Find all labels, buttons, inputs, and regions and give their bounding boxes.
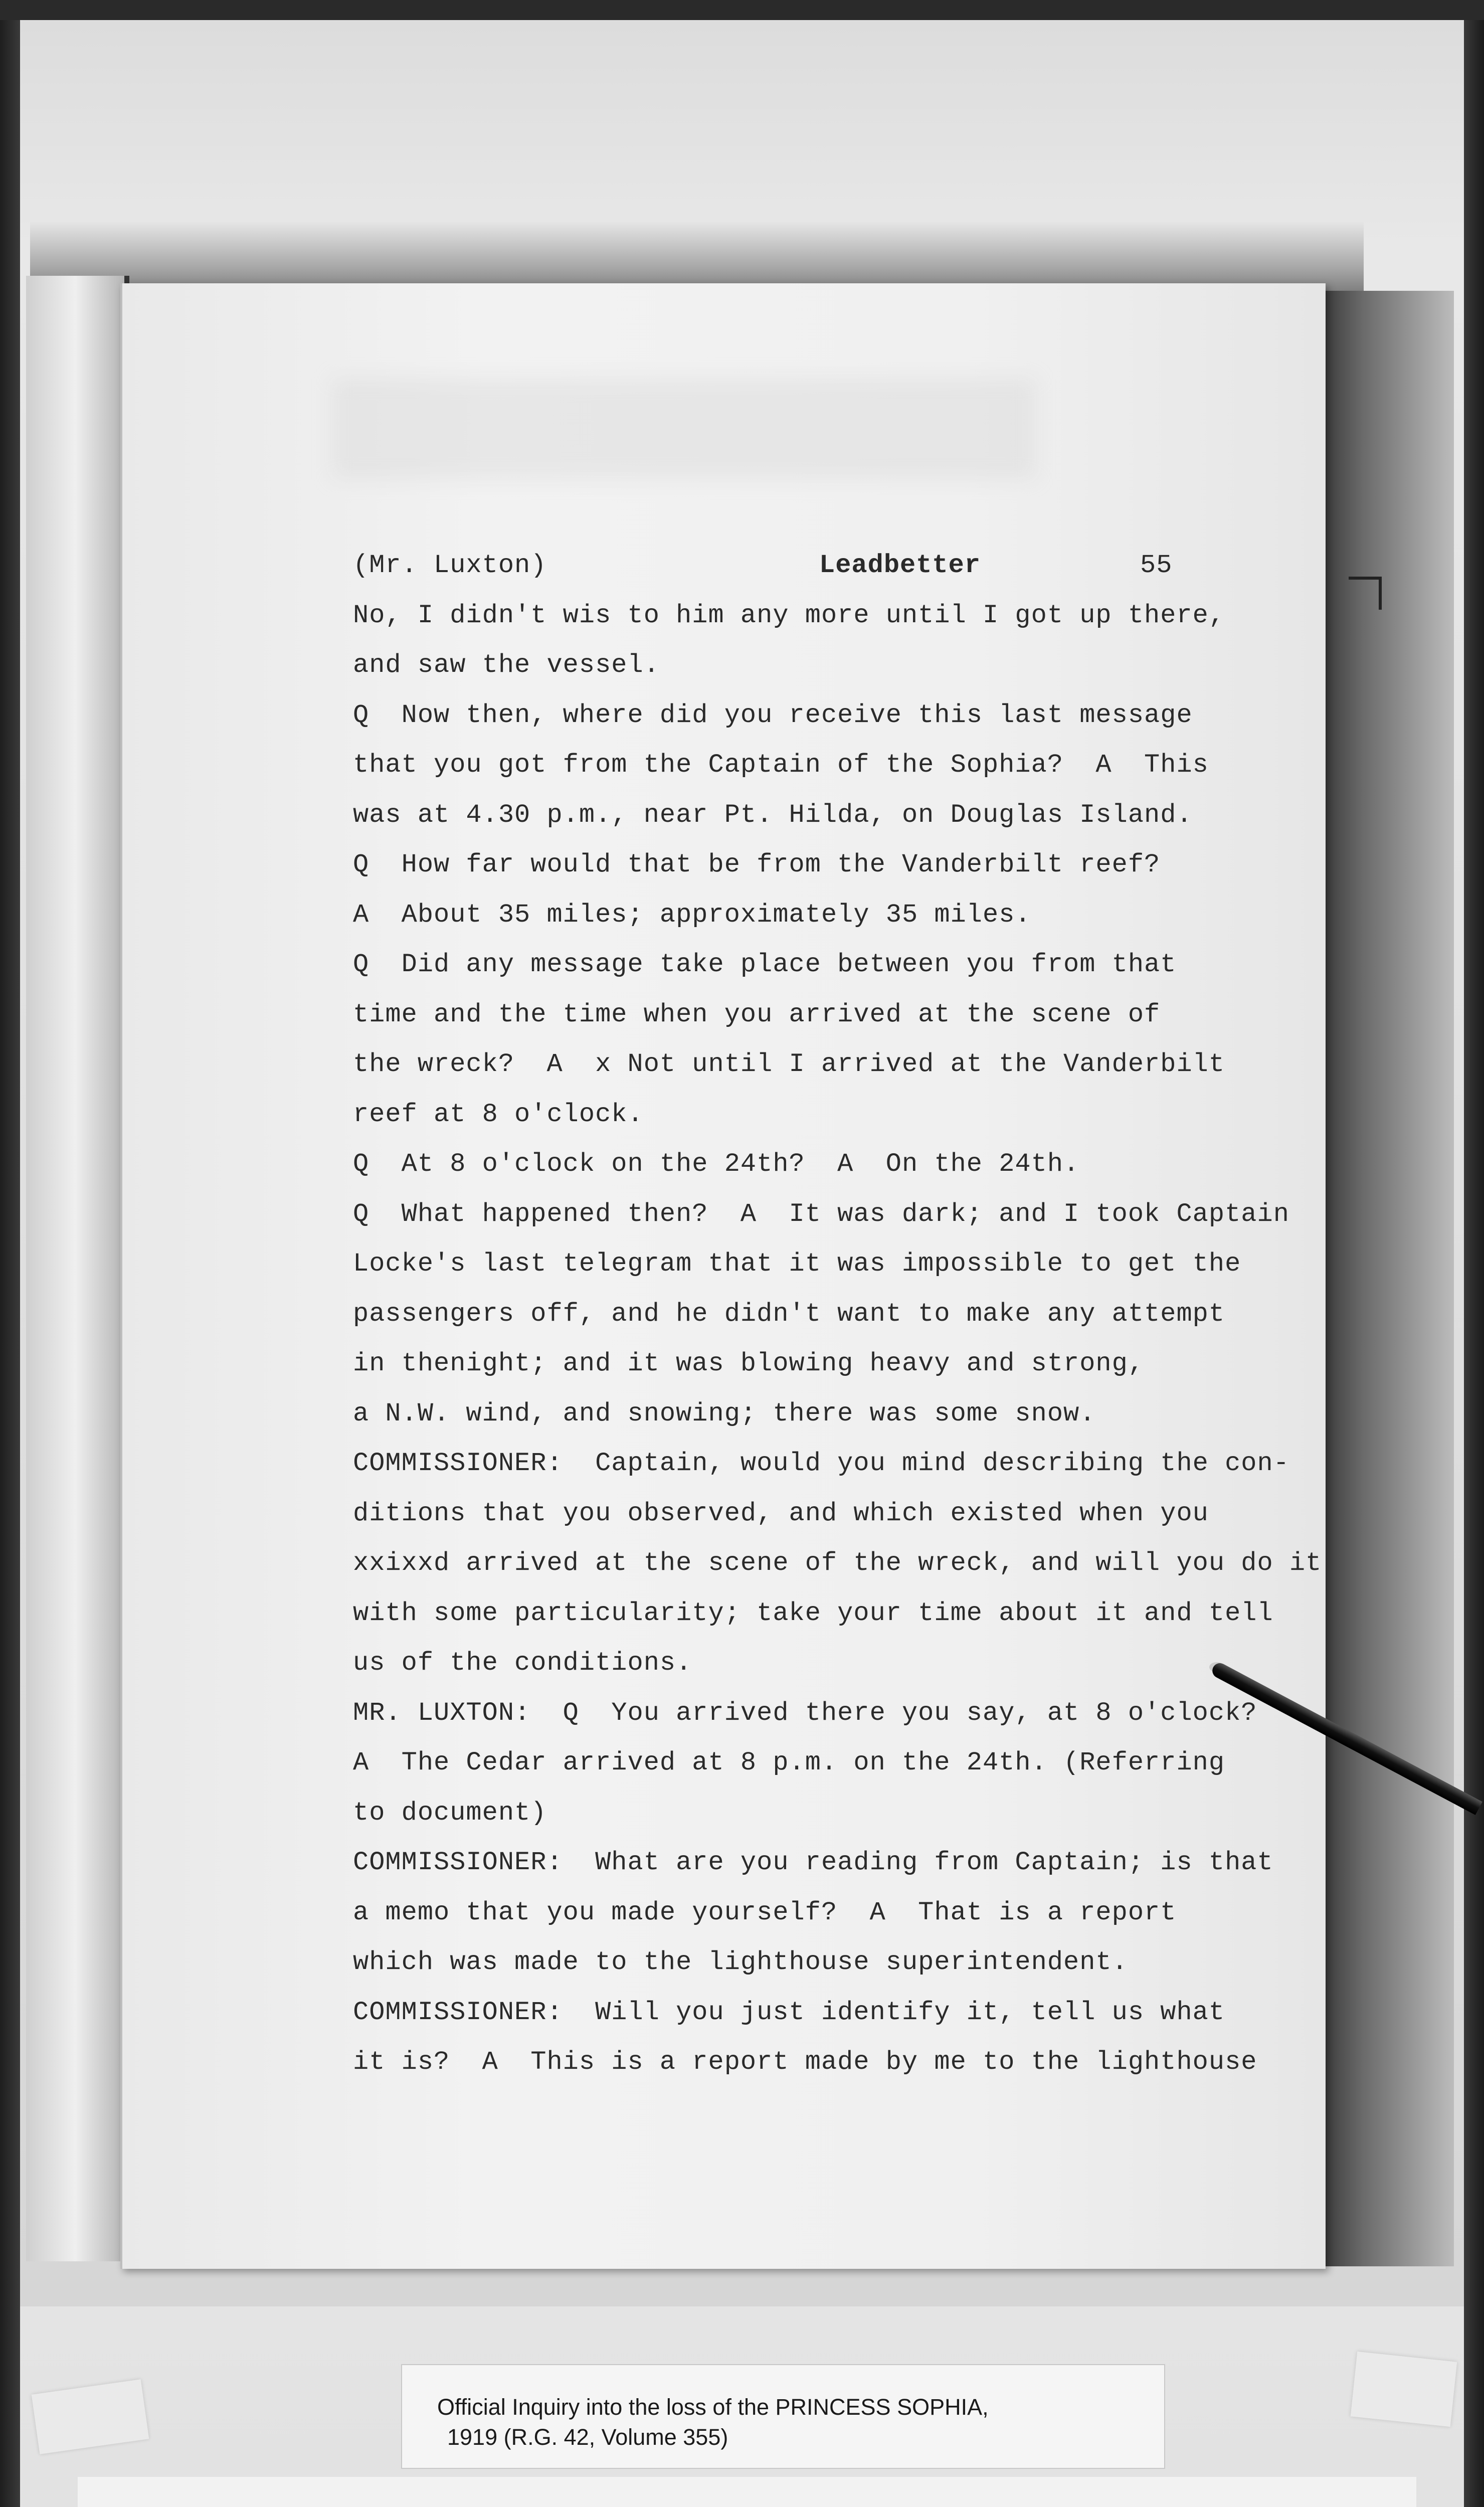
header-page-number: 55 (1140, 551, 1173, 580)
transcript-line: and saw the vessel. (353, 650, 660, 680)
transcript-line: to document) (353, 1798, 547, 1828)
transcript-line: passengers off, and he didn't want to make any attempt (353, 1299, 1225, 1329)
transcript-line: was at 4.30 p.m., near Pt. Hilda, on Douglas Island. (353, 800, 1193, 830)
typed-transcript (353, 541, 1322, 2087)
transcript-line: Locke's last telegram that it was impossible to get the (353, 1249, 1241, 1279)
transcript-line: A The Cedar arrived at 8 p.m. on the 24th. (Referring (353, 1748, 1225, 1777)
transcript-line: with some particularity; take your time about it and tell (353, 1598, 1273, 1628)
header-counsel: (Mr. Luxton) (353, 551, 547, 580)
transcript-line: that you got from the Captain of the Sophia? A This (353, 750, 1209, 780)
transcript-line: COMMISSIONER: What are you reading from Captain; is that (353, 1848, 1273, 1877)
transcript-line: Q At 8 o'clock on the 24th? A On the 24th. (353, 1149, 1080, 1179)
transcript-line: a N.W. wind, and snowing; there was some snow. (353, 1398, 1096, 1428)
transcript-line: ditions that you observed, and which existed when you (353, 1498, 1209, 1528)
transcript-line: xxixxd arrived at the scene of the wreck, and will you do it (353, 1548, 1322, 1578)
transcript-line: in thenight; and it was blowing heavy and strong, (353, 1349, 1145, 1378)
header-witness: Leadbetter (819, 551, 981, 580)
transcript-line: Q What happened then? A It was dark; and I took Captain (353, 1199, 1289, 1229)
transcript-line: COMMISSIONER: Will you just identify it, tell us what (353, 1997, 1225, 2027)
tape-strip (1351, 2352, 1457, 2427)
caption-line-1: Official Inquiry into the loss of the PRINCESS SOPHIA, (437, 2394, 989, 2420)
corner-mark (1349, 577, 1382, 610)
left-page-edges (26, 276, 129, 2261)
archive-label (78, 2477, 1416, 2507)
frame-top-border (0, 0, 1484, 20)
transcript-line: reef at 8 o'clock. (353, 1099, 644, 1129)
transcript-line: A About 35 miles; approximately 35 miles. (353, 900, 1031, 930)
transcript-line: the wreck? A x Not until I arrived at the Vanderbilt (353, 1049, 1225, 1079)
transcript-line: Q How far would that be from the Vanderbilt reef? (353, 850, 1161, 879)
page-header (353, 541, 1306, 591)
transcript-line: time and the time when you arrived at the scene of (353, 999, 1161, 1029)
bleed-through-mark (333, 379, 1035, 479)
caption-line-2: 1919 (R.G. 42, Volume 355) (447, 2424, 728, 2450)
transcript-line: COMMISSIONER: Captain, would you mind describing the con- (353, 1449, 1289, 1478)
transcript-line: a memo that you made yourself? A That is a report (353, 1897, 1177, 1927)
transcript-line: No, I didn't wis to him any more until I got up there, (353, 600, 1225, 630)
transcript-line: us of the conditions. (353, 1648, 692, 1678)
transcript-line: it is? A This is a report made by me to the lighthouse (353, 2047, 1257, 2077)
transcript-line: Q Now then, where did you receive this last message (353, 700, 1193, 730)
transcript-line: Q Did any message take place between you from that (353, 950, 1177, 979)
archive-caption (401, 2364, 1165, 2469)
transcript-line: which was made to the lighthouse superintendent. (353, 1947, 1128, 1977)
right-edge-shadow (1324, 291, 1454, 2266)
transcript-line: MR. LUXTON: Q You arrived there you say, at 8 o'clock? (353, 1698, 1257, 1728)
